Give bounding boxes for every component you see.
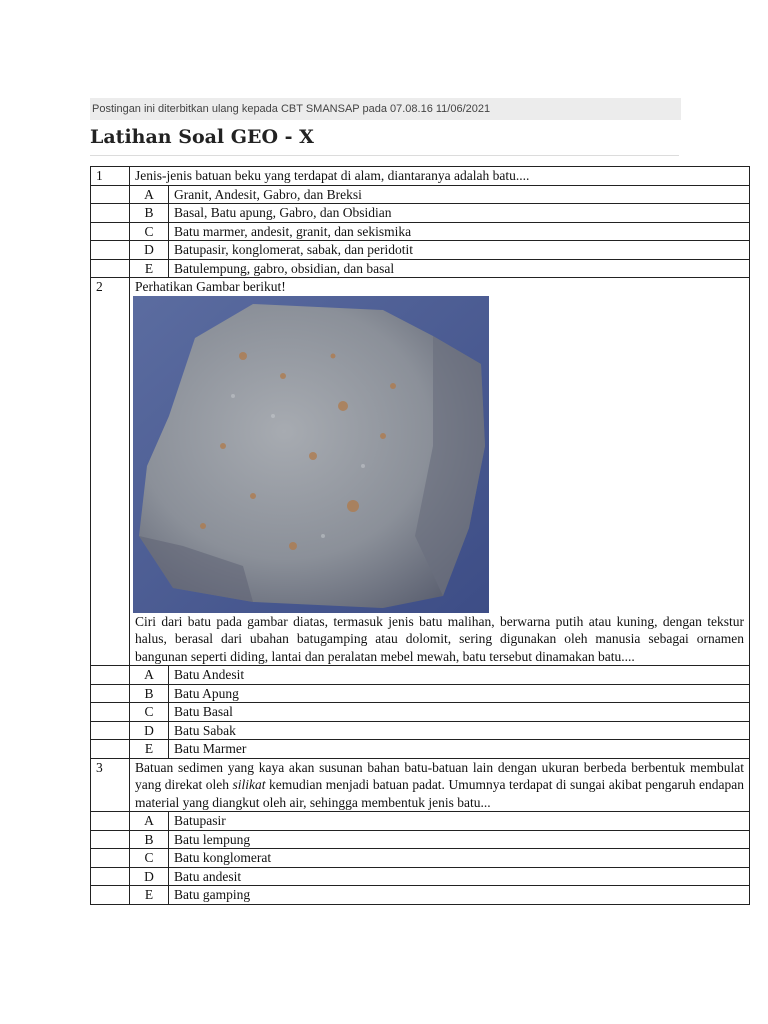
option-row[interactable]	[91, 740, 750, 759]
option-row[interactable]	[91, 721, 750, 740]
question-number: 3	[91, 758, 130, 812]
rock-image	[133, 296, 489, 613]
option-row[interactable]	[91, 666, 750, 685]
rock-figure	[135, 296, 744, 613]
option-text: Batupasir, konglomerat, sabak, dan peridotit	[169, 241, 750, 260]
option-row[interactable]	[91, 703, 750, 722]
option-letter: D	[130, 721, 169, 740]
quiz-table	[90, 166, 750, 905]
option-text: Batulempung, gabro, obsidian, dan basal	[169, 259, 750, 278]
question-text-part: Batuan sedimen yang kaya akan susunan bahan batu-batuan lain dengan ukuran berbeda berbentuk membulat yang direkat oleh	[135, 759, 744, 792]
option-text: Batu Sabak	[169, 721, 750, 740]
option-letter: E	[130, 740, 169, 759]
option-letter: A	[130, 812, 169, 831]
question-row	[91, 278, 750, 666]
option-row[interactable]	[91, 222, 750, 241]
option-text: Batupasir	[169, 812, 750, 831]
question-number: 1	[91, 167, 130, 186]
option-letter: C	[130, 849, 169, 868]
option-letter: A	[130, 666, 169, 685]
question-intro: Perhatikan Gambar berikut!	[135, 279, 286, 294]
option-letter: C	[130, 703, 169, 722]
option-letter: A	[130, 185, 169, 204]
option-text: Basal, Batu apung, Gabro, dan Obsidian	[169, 204, 750, 223]
page-title: Latihan Soal GEO - X	[90, 126, 314, 148]
option-text: Batu Marmer	[169, 740, 750, 759]
option-text: Batu konglomerat	[169, 849, 750, 868]
option-text: Batu Andesit	[169, 666, 750, 685]
option-row[interactable]	[91, 849, 750, 868]
option-letter: E	[130, 886, 169, 905]
option-row[interactable]	[91, 185, 750, 204]
question-text-part: kemudian menjadi batuan padat. Umumnya terdapat di sungai akibat pengaruh endapan material yang diangkut oleh air, sehingga membentuk jenis batu...	[135, 777, 744, 810]
option-text: Batu marmer, andesit, granit, dan sekismika	[169, 222, 750, 241]
option-letter: B	[130, 684, 169, 703]
option-row[interactable]	[91, 241, 750, 260]
option-text: Batu Apung	[169, 684, 750, 703]
option-row[interactable]	[91, 812, 750, 831]
question-text-italic: silikat	[232, 777, 266, 792]
option-text: Batu andesit	[169, 867, 750, 886]
question-row	[91, 167, 750, 186]
option-letter: D	[130, 867, 169, 886]
option-letter: E	[130, 259, 169, 278]
option-row[interactable]	[91, 259, 750, 278]
option-text: Batu lempung	[169, 830, 750, 849]
option-row[interactable]	[91, 886, 750, 905]
option-row[interactable]	[91, 684, 750, 703]
option-text: Batu gamping	[169, 886, 750, 905]
option-row[interactable]	[91, 830, 750, 849]
option-row[interactable]	[91, 204, 750, 223]
question-text: Ciri dari batu pada gambar diatas, termasuk jenis batu malihan, berwarna putih atau kuning, dengan tekstur halus, berasal dari ubahan batugamping atau dolomit, sering digunakan oleh manusia sebagai ornamen bangunan seperti diding, lantai dan peralatan mebel mewah, batu tersebut dinamakan batu....	[135, 613, 744, 664]
option-letter: D	[130, 241, 169, 260]
title-divider	[90, 155, 679, 156]
option-letter: B	[130, 830, 169, 849]
option-text: Batu Basal	[169, 703, 750, 722]
option-letter: C	[130, 222, 169, 241]
question-row	[91, 758, 750, 812]
rock-illustration	[133, 296, 489, 613]
question-text	[130, 758, 750, 812]
question-number: 2	[91, 278, 130, 666]
question-text: Jenis-jenis batuan beku yang terdapat di alam, diantaranya adalah batu....	[130, 167, 750, 186]
option-text: Granit, Andesit, Gabro, dan Breksi	[169, 185, 750, 204]
option-row[interactable]	[91, 867, 750, 886]
option-letter: B	[130, 204, 169, 223]
repost-notice: Postingan ini diterbitkan ulang kepada CBT SMANSAP pada 07.08.16 11/06/2021	[90, 98, 681, 120]
